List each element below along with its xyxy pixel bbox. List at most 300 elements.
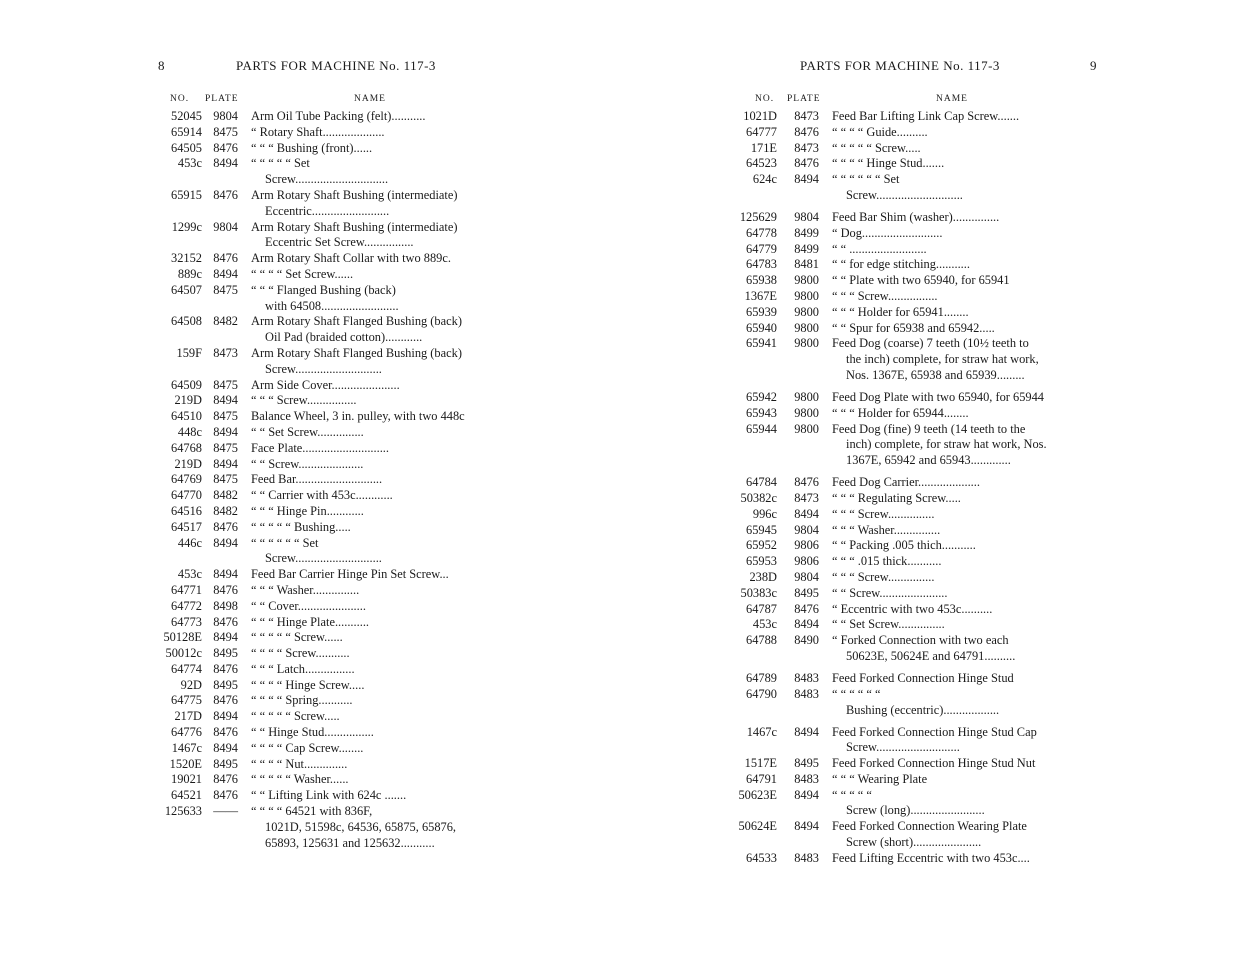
part-number: 65953 — [746, 554, 777, 569]
plate-number: 8476 — [794, 475, 819, 490]
plate-number: 9800 — [794, 336, 819, 351]
part-number: 217D — [174, 709, 202, 724]
part-name: “ “ “ Screw............... — [832, 569, 935, 584]
plate-number: 8476 — [213, 788, 238, 803]
part-row — [158, 567, 498, 583]
part-row — [721, 125, 1079, 141]
part-row — [721, 687, 1079, 703]
part-number: 64516 — [171, 503, 202, 518]
part-name: “ “ “ “ “ “ Set — [251, 535, 319, 550]
part-name: Face Plate............................ — [251, 440, 389, 455]
plate-number: 9804 — [794, 209, 819, 224]
part-name: “ “ “ Washer............... — [832, 522, 941, 537]
part-name: Arm Rotary Shaft Flanged Bushing (back) — [251, 345, 462, 360]
part-row — [158, 457, 498, 473]
plate-number: 8476 — [213, 614, 238, 629]
part-number: 238D — [749, 569, 777, 584]
part-number: 64791 — [746, 771, 777, 786]
page-number: 9 — [1090, 58, 1097, 73]
part-number: 1299c — [171, 219, 202, 234]
part-row-continuation — [721, 453, 1079, 475]
part-row — [721, 602, 1079, 618]
part-name: “ “ “ “ Guide.......... — [832, 124, 928, 139]
plate-number: 8481 — [794, 257, 819, 272]
plate-number: 8476 — [213, 661, 238, 676]
part-number: 64772 — [171, 598, 202, 613]
part-name: Arm Rotary Shaft Bushing (intermediate) — [251, 219, 458, 234]
plate-number: 8473 — [794, 140, 819, 155]
part-number: 65915 — [171, 187, 202, 202]
part-name: Screw............................ — [265, 361, 382, 376]
part-row — [721, 788, 1079, 804]
part-name: “ “ “ “ Hinge Screw..... — [251, 677, 365, 692]
part-name: “ “ “ Holder for 65944........ — [832, 405, 969, 420]
part-row — [158, 804, 498, 820]
part-name: Eccentric Set Screw................ — [265, 235, 414, 250]
plate-number: 8476 — [213, 140, 238, 155]
plate-number: 8475 — [213, 472, 238, 487]
part-row — [721, 156, 1079, 172]
header-plate: PLATE — [787, 94, 821, 104]
part-number: 1520E — [169, 756, 202, 771]
header-name: NAME — [354, 94, 386, 104]
part-number: 64770 — [171, 488, 202, 503]
part-row — [721, 109, 1079, 125]
part-number: 50383c — [740, 585, 777, 600]
part-number: 64521 — [171, 788, 202, 803]
part-row — [721, 725, 1079, 741]
part-number: 171E — [750, 140, 777, 155]
part-name: Balance Wheel, 3 in. pulley, with two 448c — [251, 409, 465, 424]
part-name: Feed Bar Lifting Link Cap Screw....... — [832, 109, 1020, 123]
plate-number: 8483 — [794, 686, 819, 701]
column-headers — [158, 94, 498, 108]
part-row-continuation — [158, 299, 498, 315]
part-row-continuation — [721, 188, 1079, 210]
plate-number: 8476 — [794, 156, 819, 171]
plate-number: 9804 — [213, 219, 238, 234]
plate-number: 9806 — [794, 538, 819, 553]
plate-number: 8494 — [213, 709, 238, 724]
part-row — [158, 156, 498, 172]
part-number: 64773 — [171, 614, 202, 629]
part-number: 125633 — [164, 804, 202, 819]
part-name: “ “ “ “ Hinge Stud....... — [832, 156, 945, 171]
running-title: PARTS FOR MACHINE No. 117-3 — [236, 58, 436, 73]
part-number: 92D — [180, 677, 202, 692]
part-number: 65940 — [746, 320, 777, 335]
part-row — [158, 615, 498, 631]
part-row — [721, 756, 1079, 772]
part-name: Oil Pad (braided cotton)............ — [265, 330, 423, 345]
part-row-continuation — [721, 703, 1079, 725]
part-name: “ “ “ Screw............... — [832, 506, 935, 521]
part-number: 64789 — [746, 670, 777, 685]
plate-number: 8490 — [794, 633, 819, 648]
part-name: “ “ “ Hinge Pin............ — [251, 503, 364, 518]
part-name: “ “ Screw...................... — [832, 585, 948, 600]
part-name: Screw............................ — [265, 551, 382, 566]
plate-number: 8475 — [213, 282, 238, 297]
plate-number: 8476 — [213, 187, 238, 202]
part-row — [721, 554, 1079, 570]
part-name: “ “ Spur for 65938 and 65942..... — [832, 320, 995, 335]
part-name: Feed Bar............................ — [251, 472, 383, 487]
plate-number: 8494 — [213, 567, 238, 582]
part-number: 64507 — [171, 282, 202, 297]
plate-number: 8482 — [213, 503, 238, 518]
part-number: 64777 — [746, 124, 777, 139]
part-number: 64523 — [746, 156, 777, 171]
part-row — [158, 599, 498, 615]
part-row-continuation — [158, 172, 498, 188]
part-number: 64771 — [171, 582, 202, 597]
part-row — [158, 472, 498, 488]
plate-number: 8494 — [213, 156, 238, 171]
part-row — [721, 507, 1079, 523]
part-name: “ Rotary Shaft.................... — [251, 124, 385, 139]
plate-number: 8473 — [794, 109, 819, 123]
part-row — [158, 267, 498, 283]
plate-number: 9800 — [794, 288, 819, 303]
part-name: Feed Dog (coarse) 7 teeth (10½ teeth to — [832, 336, 1029, 351]
part-row-continuation — [158, 330, 498, 346]
part-row-continuation — [721, 352, 1079, 368]
part-name: “ “ “ .015 thick........... — [832, 554, 942, 569]
part-name: Screw.............................. — [265, 172, 389, 187]
part-number: 19021 — [171, 772, 202, 787]
part-name: “ “ “ “ Spring........... — [251, 693, 353, 708]
part-row-continuation — [721, 649, 1079, 671]
part-name: “ Forked Connection with two each — [832, 633, 1009, 648]
part-name: “ “ “ “ “ Screw..... — [832, 140, 921, 155]
part-number: 64784 — [746, 475, 777, 490]
part-name: “ “ “ “ “ “ — [832, 686, 881, 701]
left-page — [0, 0, 617, 954]
part-name: Arm Rotary Shaft Flanged Bushing (back) — [251, 314, 462, 329]
part-row — [158, 520, 498, 536]
part-row — [158, 678, 498, 694]
part-row — [721, 772, 1079, 788]
part-number: 1517E — [744, 756, 777, 771]
part-number: 996c — [752, 506, 777, 521]
part-number: 1367E — [744, 288, 777, 303]
part-row — [158, 583, 498, 599]
part-number: 65944 — [746, 421, 777, 436]
part-row — [158, 393, 498, 409]
plate-number: 8495 — [794, 756, 819, 771]
header-plate: PLATE — [205, 94, 239, 104]
part-number: 64779 — [746, 241, 777, 256]
part-name: Eccentric......................... — [265, 203, 390, 218]
part-number: 64768 — [171, 440, 202, 455]
header-no: NO. — [170, 94, 190, 104]
part-number: 65914 — [171, 124, 202, 139]
part-name: “ “ Cover...................... — [251, 598, 366, 613]
plate-number: 9804 — [794, 569, 819, 584]
part-number: 64509 — [171, 377, 202, 392]
part-number: 52045 — [171, 109, 202, 123]
part-row — [158, 283, 498, 299]
running-head — [0, 58, 617, 78]
part-row-continuation — [158, 820, 498, 836]
part-row-continuation — [158, 235, 498, 251]
part-name: “ “ “ “ “ — [832, 787, 872, 802]
part-number: 50382c — [740, 490, 777, 505]
part-number: 64505 — [171, 140, 202, 155]
plate-number: 8475 — [213, 377, 238, 392]
part-row — [721, 273, 1079, 289]
part-row — [158, 109, 498, 125]
part-number: 32152 — [171, 251, 202, 266]
plate-number: 8476 — [213, 772, 238, 787]
part-number: 889c — [177, 266, 202, 281]
part-name: Screw (long)........................ — [846, 803, 985, 818]
plate-number: 8473 — [794, 490, 819, 505]
part-row — [721, 851, 1079, 867]
plate-number: 8494 — [213, 630, 238, 645]
part-name: Arm Oil Tube Packing (felt)........... — [251, 109, 426, 123]
plate-number: 8495 — [213, 677, 238, 692]
part-row — [158, 188, 498, 204]
plate-number: 8483 — [794, 670, 819, 685]
part-name: Feed Forked Connection Hinge Stud Nut — [832, 756, 1036, 771]
plate-number: 8499 — [794, 225, 819, 240]
part-name: “ “ “ “ “ “ Set — [832, 172, 900, 187]
plate-number: 9800 — [794, 421, 819, 436]
part-row — [158, 646, 498, 662]
part-name: “ “ “ “ Set Screw...... — [251, 266, 354, 281]
part-row — [721, 172, 1079, 188]
running-title: PARTS FOR MACHINE No. 117-3 — [800, 58, 1000, 73]
part-number: 65941 — [746, 336, 777, 351]
part-row — [158, 757, 498, 773]
part-row — [158, 662, 498, 678]
plate-number: 8494 — [213, 266, 238, 281]
part-name: “ “ “ “ “ Washer...... — [251, 772, 349, 787]
part-name: 50623E, 50624E and 64791.......... — [846, 648, 1016, 663]
part-number: 64788 — [746, 633, 777, 648]
part-name: 1021D, 51598c, 64536, 65875, 65876, — [265, 819, 457, 834]
part-name: Feed Bar Carrier Hinge Pin Set Screw... — [251, 567, 449, 582]
part-name: “ “ “ “ “ Set — [251, 156, 310, 171]
part-row-continuation — [721, 437, 1079, 453]
part-name: Feed Dog Carrier.................... — [832, 475, 980, 490]
plate-number: 9800 — [794, 405, 819, 420]
part-row — [158, 425, 498, 441]
part-name: “ “ Carrier with 453c............ — [251, 488, 393, 503]
part-name: 1367E, 65942 and 65943............. — [846, 453, 1011, 468]
part-row — [158, 536, 498, 552]
part-number: 65943 — [746, 405, 777, 420]
part-name: “ “ Hinge Stud................ — [251, 725, 374, 740]
part-number: 65938 — [746, 273, 777, 288]
plate-number: 8476 — [794, 601, 819, 616]
part-row — [721, 321, 1079, 337]
part-name: Arm Rotary Shaft Collar with two 889c. — [251, 251, 451, 266]
part-name: “ “ “ “ “ Bushing..... — [251, 519, 351, 534]
part-name: “ “ for edge stitching........... — [832, 257, 970, 272]
header-no: NO. — [755, 94, 775, 104]
part-row — [721, 570, 1079, 586]
part-row — [158, 378, 498, 394]
part-row — [721, 491, 1079, 507]
part-number: 64787 — [746, 601, 777, 616]
part-number: 159F — [176, 345, 202, 360]
plate-number: 8483 — [794, 771, 819, 786]
part-name: “ Dog.......................... — [832, 225, 943, 240]
part-row — [158, 251, 498, 267]
part-row — [721, 819, 1079, 835]
part-name: Feed Forked Connection Wearing Plate — [832, 819, 1027, 834]
part-row — [721, 257, 1079, 273]
part-row — [158, 346, 498, 362]
column-headers — [721, 94, 1071, 108]
part-row — [158, 314, 498, 330]
part-number: 1467c — [746, 724, 777, 739]
part-row — [158, 504, 498, 520]
part-row — [158, 441, 498, 457]
part-name: “ “ “ “ Cap Screw........ — [251, 740, 364, 755]
plate-number: 8494 — [794, 787, 819, 802]
part-name: “ “ “ “ “ Screw..... — [251, 709, 340, 724]
part-row — [158, 630, 498, 646]
part-name: inch) complete, for straw hat work, Nos. — [846, 437, 1047, 452]
part-row — [158, 409, 498, 425]
part-name: “ “ “ Screw................ — [832, 288, 938, 303]
plate-number: —— — [213, 804, 238, 819]
plate-number: 8494 — [213, 456, 238, 471]
part-row — [721, 671, 1079, 687]
plate-number: 8494 — [213, 535, 238, 550]
part-number: 64776 — [171, 725, 202, 740]
plate-number: 8476 — [213, 725, 238, 740]
part-number: 65939 — [746, 304, 777, 319]
part-name: “ “ “ Regulating Screw..... — [832, 490, 961, 505]
part-row — [721, 336, 1079, 352]
part-number: 50623E — [738, 787, 777, 802]
part-name: “ “ Packing .005 thich........... — [832, 538, 976, 553]
part-number: 453c — [177, 567, 202, 582]
plate-number: 8494 — [213, 393, 238, 408]
part-name: Screw............................ — [846, 187, 963, 202]
part-name: “ “ Lifting Link with 624c ....... — [251, 788, 407, 803]
plate-number: 8498 — [213, 598, 238, 613]
part-row — [721, 210, 1079, 226]
plate-number: 8482 — [213, 488, 238, 503]
part-name: “ “ “ “ Nut.............. — [251, 756, 348, 771]
part-row — [721, 523, 1079, 539]
part-row — [721, 406, 1079, 422]
part-row — [158, 220, 498, 236]
plate-number: 8473 — [213, 345, 238, 360]
part-name: “ “ “ Hinge Plate........... — [251, 614, 370, 629]
part-name: “ “ “ Flanged Bushing (back) — [251, 282, 396, 297]
running-head — [617, 58, 1235, 78]
part-number: 65952 — [746, 538, 777, 553]
plate-number: 8476 — [213, 582, 238, 597]
part-number: 64508 — [171, 314, 202, 329]
part-row — [721, 242, 1079, 258]
plate-number: 8483 — [794, 850, 819, 865]
plate-number: 8494 — [213, 740, 238, 755]
part-row — [721, 475, 1079, 491]
part-row — [721, 141, 1079, 157]
part-name: 65893, 125631 and 125632........... — [265, 835, 435, 850]
plate-number: 9800 — [794, 320, 819, 335]
plate-number: 8475 — [213, 440, 238, 455]
part-row — [158, 693, 498, 709]
plate-number: 9800 — [794, 304, 819, 319]
part-name: Nos. 1367E, 65938 and 65939......... — [846, 367, 1025, 382]
part-name: “ “ Set Screw............... — [251, 424, 364, 439]
part-name: Screw (short)...................... — [846, 835, 982, 850]
part-name: “ “ “ Wearing Plate — [832, 771, 928, 786]
right-page — [617, 0, 1235, 954]
part-name: Arm Side Cover...................... — [251, 377, 400, 392]
plate-number: 8476 — [794, 124, 819, 139]
part-name: “ “ “ Bushing (front)...... — [251, 140, 373, 155]
part-number: 453c — [752, 617, 777, 632]
plate-number: 8476 — [213, 519, 238, 534]
part-row — [158, 725, 498, 741]
part-name: “ “ “ “ “ Screw...... — [251, 630, 343, 645]
parts-list — [158, 109, 498, 851]
part-row — [721, 538, 1079, 554]
part-name: “ “ Plate with two 65940, for 65941 — [832, 273, 1010, 288]
page-number: 8 — [158, 58, 165, 73]
part-number: 446c — [177, 535, 202, 550]
header-name: NAME — [936, 94, 968, 104]
part-row-continuation — [158, 836, 498, 852]
part-name: “ “ “ Latch................ — [251, 661, 355, 676]
plate-number: 8499 — [794, 241, 819, 256]
part-number: 453c — [177, 156, 202, 171]
part-name: “ “ Set Screw............... — [832, 617, 945, 632]
plate-number: 9800 — [794, 273, 819, 288]
part-name: Arm Rotary Shaft Bushing (intermediate) — [251, 187, 458, 202]
part-row — [721, 226, 1079, 242]
part-row-continuation — [158, 362, 498, 378]
part-row — [721, 422, 1079, 438]
part-name: “ “ “ Screw................ — [251, 393, 357, 408]
part-row — [721, 617, 1079, 633]
plate-number: 8476 — [213, 251, 238, 266]
part-number: 64783 — [746, 257, 777, 272]
plate-number: 8476 — [213, 693, 238, 708]
part-number: 219D — [174, 456, 202, 471]
part-row-continuation — [158, 551, 498, 567]
part-number: 50624E — [738, 819, 777, 834]
part-name: “ “ “ Holder for 65941........ — [832, 304, 969, 319]
part-row — [158, 788, 498, 804]
parts-list — [721, 109, 1079, 867]
part-row — [721, 305, 1079, 321]
part-number: 125629 — [739, 209, 777, 224]
plate-number: 8494 — [794, 506, 819, 521]
part-name: Feed Bar Shim (washer)............... — [832, 209, 1000, 224]
part-name: Feed Lifting Eccentric with two 453c.... — [832, 850, 1030, 865]
plate-number: 8494 — [213, 424, 238, 439]
plate-number: 8475 — [213, 409, 238, 424]
part-row — [721, 633, 1079, 649]
plate-number: 8495 — [213, 646, 238, 661]
part-name: Screw........................... — [846, 740, 960, 755]
part-number: 448c — [177, 424, 202, 439]
plate-number: 9804 — [794, 522, 819, 537]
part-number: 64790 — [746, 686, 777, 701]
part-row — [158, 741, 498, 757]
